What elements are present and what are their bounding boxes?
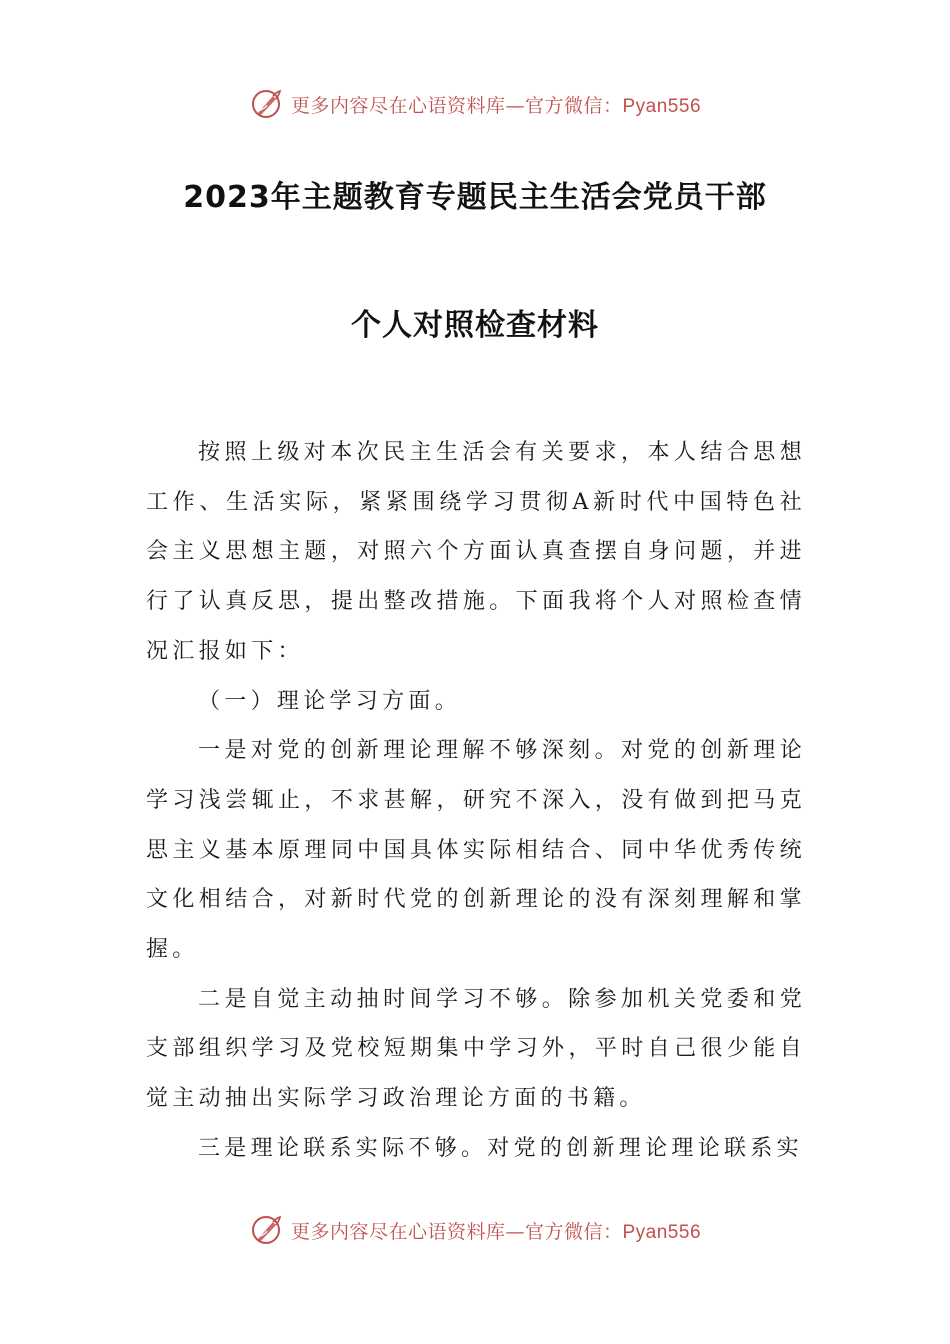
watermark-text: 更多内容尽在心语资料库—官方微信：Pyan556 [290, 94, 702, 117]
document-title-line-1: 2023年主题教育专题民主生活会党员干部 [183, 180, 767, 215]
paragraph-intro: 按照上级对本次民主生活会有关要求，本人结合思想工作、生活实际，紧紧围绕学习贯彻A新时代中国特色社会主义思想主题，对照六个方面认真查摆自身问题，并进行了认真反思，提出整改措施。下面我将个人对照检查情况汇报如下： [146, 440, 806, 664]
watermark-text: 更多内容尽在心语资料库—官方微信：Pyan556 [290, 1220, 702, 1243]
wechat-id: Pyan556 [622, 1221, 702, 1243]
paragraph-point-1: 一是对党的创新理论理解不够深刻。对党的创新理论学习浅尝辄止，不求甚解，研究不深入，没有做到把马克思主义基本原理同中国具体实际相结合、同中华优秀传统文化相结合，对新时代党的创新理论的没有深刻理解和掌握。 [146, 738, 806, 963]
document-body [146, 428, 806, 1174]
watermark-banner-top [0, 84, 950, 124]
wechat-id: Pyan556 [622, 95, 702, 117]
quill-logo-icon [249, 87, 283, 121]
paragraph-point-2: 二是自觉主动抽时间学习不够。除参加机关党委和党支部组织学习及党校短期集中学习外，平时自己很少能自觉主动抽出实际学习政治理论方面的书籍。 [146, 986, 806, 1112]
watermark-banner-bottom [0, 1210, 950, 1250]
document-title-line-2: 个人对照检查材料 [351, 308, 599, 343]
quill-logo-icon [249, 1213, 283, 1247]
paragraph-point-3: 三是理论联系实际不够。对党的创新理论理论联系实 [198, 1135, 803, 1161]
section-heading-theory-study: （一）理论学习方面。 [198, 688, 462, 714]
